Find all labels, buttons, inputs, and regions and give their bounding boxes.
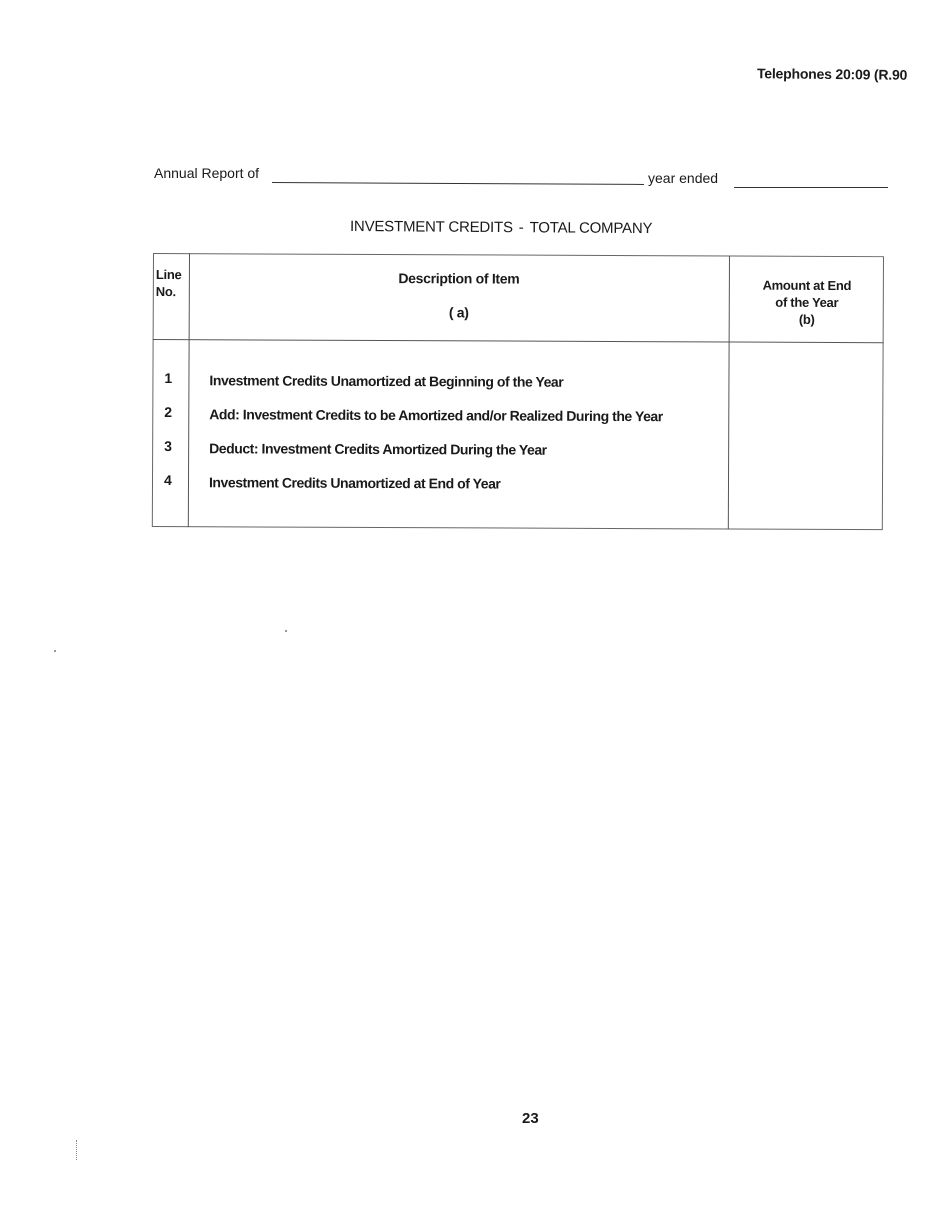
- row-amount-field[interactable]: [729, 407, 883, 428]
- row-description: Deduct: Investment Credits Amortized During the Year: [209, 440, 547, 458]
- company-name-field[interactable]: [272, 182, 644, 185]
- amount-column-letter: (b): [798, 311, 815, 327]
- schedule-title-scope: TOTAL COMPANY: [529, 219, 653, 238]
- row-amount-field[interactable]: [729, 475, 883, 496]
- row-line-number: 3: [164, 438, 172, 455]
- amount-header-line1: Amount at End: [762, 277, 852, 294]
- column-header-amount: [730, 277, 884, 329]
- row-amount-field[interactable]: [729, 373, 883, 394]
- column-header-description: [189, 269, 729, 321]
- scan-speck: [54, 650, 56, 652]
- line-no-header-top: Line: [155, 267, 182, 283]
- row-description: Investment Credits Unamortized at Beginning of the Year: [209, 372, 564, 390]
- table-row: [152, 472, 883, 509]
- report-identification-line: [154, 164, 890, 190]
- table-row: [152, 404, 883, 441]
- line-no-header-bottom: No.: [155, 284, 176, 300]
- scan-speck: [285, 630, 287, 632]
- table-row: [152, 438, 883, 475]
- annual-report-label: Annual Report of: [154, 165, 260, 181]
- schedule-title-separator: -: [518, 219, 524, 237]
- table-body: [152, 370, 884, 509]
- schedule-title: [350, 218, 652, 237]
- row-description: Add: Investment Credits to be Amortized and/or Realized During the Year: [209, 406, 663, 425]
- investment-credits-table: [152, 253, 884, 530]
- schedule-title-main: INVESTMENT CREDITS: [349, 218, 513, 237]
- column-header-line-no: [156, 266, 188, 300]
- row-line-number: 2: [164, 404, 173, 421]
- description-header-label: Description of Item: [398, 270, 520, 287]
- page-number: 23: [522, 1110, 539, 1127]
- row-line-number: 4: [163, 472, 172, 489]
- row-amount-field[interactable]: [729, 441, 883, 462]
- description-column-letter: ( a): [448, 304, 469, 321]
- amount-header-line2: of the Year: [775, 294, 839, 310]
- form-code: Telephones 20:09 (R.90: [756, 65, 908, 83]
- year-ended-label: year ended: [648, 170, 719, 186]
- scan-edge-marks: [76, 1140, 78, 1160]
- year-ended-field[interactable]: [734, 187, 888, 188]
- table-row: [152, 370, 883, 407]
- row-description: Investment Credits Unamortized at End of Year: [208, 474, 501, 492]
- row-line-number: 1: [164, 370, 173, 387]
